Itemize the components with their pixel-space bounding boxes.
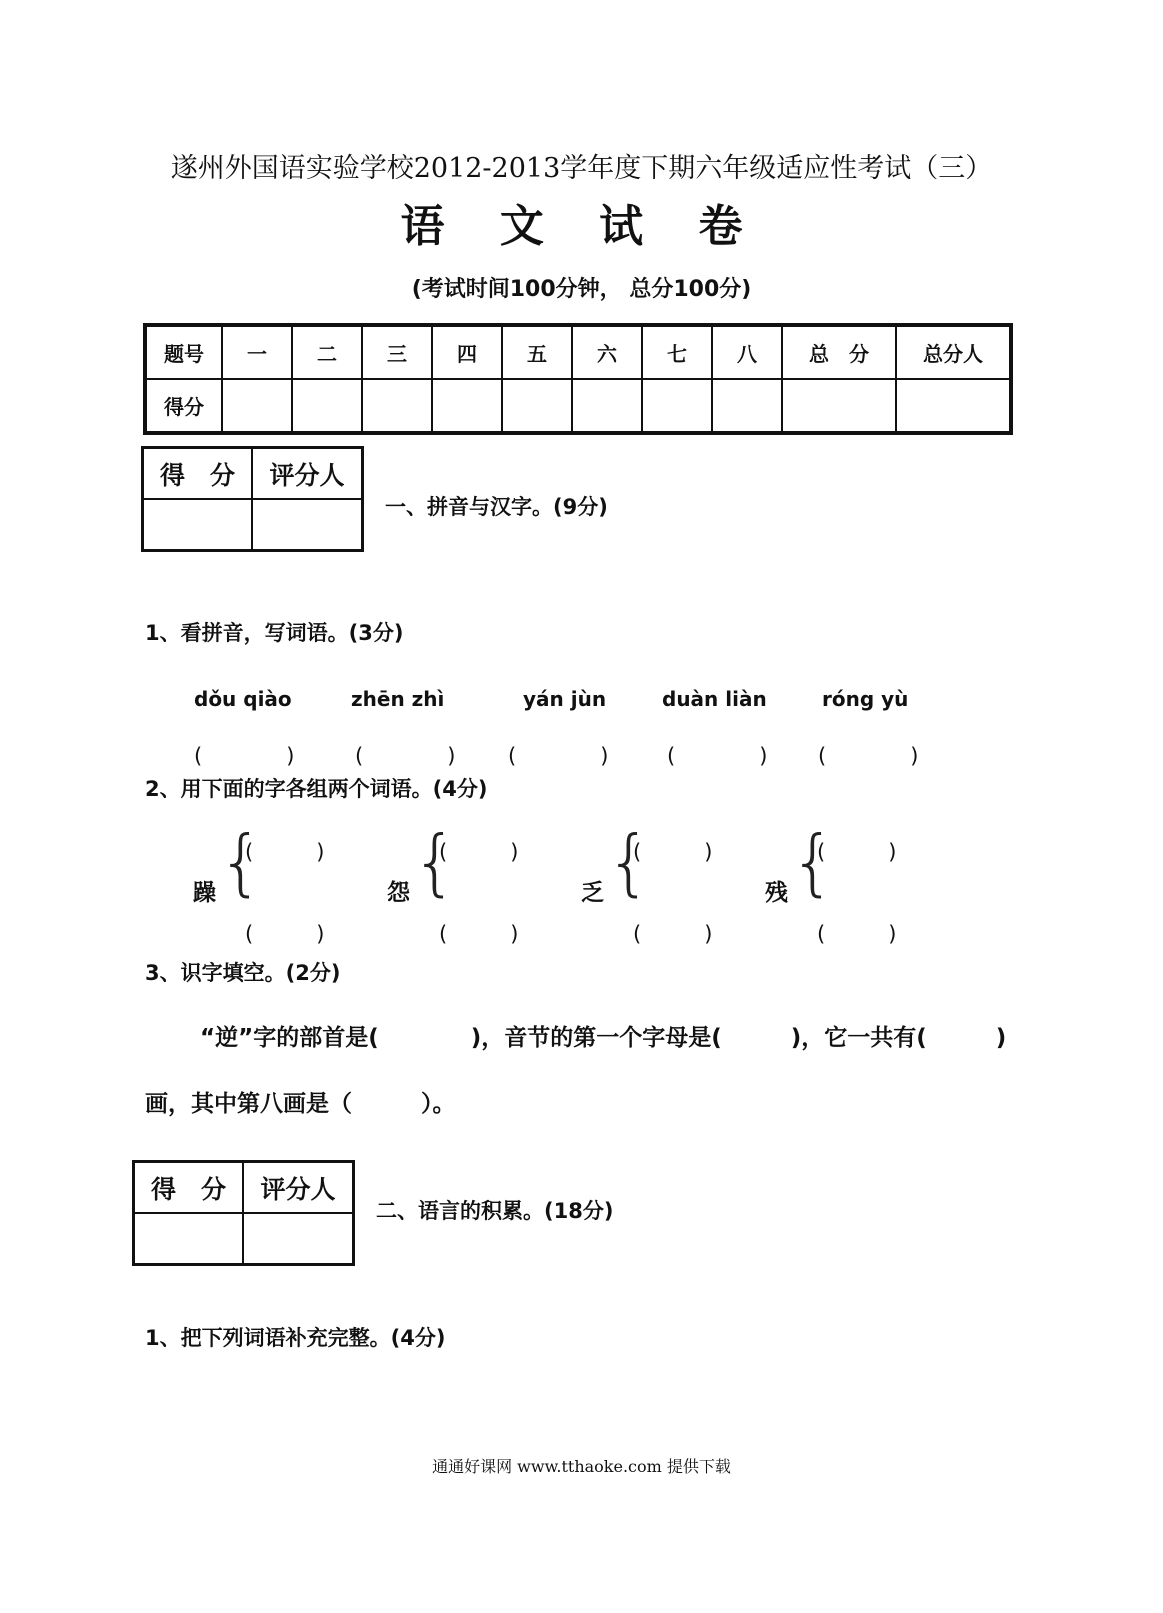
grader-score-label: 得 分 (134, 1162, 244, 1214)
brace-icon: { (790, 820, 836, 904)
pinyin-3: yán jùn (523, 687, 607, 711)
score-input-cell[interactable] (572, 379, 642, 433)
score-input-cell[interactable] (782, 379, 896, 433)
grader-score-input[interactable] (134, 1213, 244, 1265)
char-1: 躁 (193, 880, 216, 906)
q3-line2: 画，其中第八画是（ ）。 (145, 1091, 456, 1117)
school-title: 遂州外国语实验学校2012-2013学年度下期六年级适应性考试（三） (170, 153, 993, 184)
score-table-cell: 得分 (145, 379, 222, 433)
score-table-cell: 二 (292, 325, 362, 379)
footer-credit: 通通好课网 www.tthaoke.com 提供下载 (432, 1457, 731, 1476)
grader-score-input[interactable] (143, 499, 253, 551)
score-table-cell: 三 (362, 325, 432, 379)
score-table-cell: 七 (642, 325, 712, 379)
pinyin-1: dǒu qiào (194, 687, 292, 711)
score-input-cell[interactable] (432, 379, 502, 433)
score-table-cell: 五 (502, 325, 572, 379)
answer-blank[interactable]: ( ) (817, 840, 897, 864)
score-table-header-row (145, 325, 1011, 379)
grader-name-input[interactable] (243, 1213, 354, 1265)
answer-blank[interactable]: ( ) (194, 744, 295, 768)
score-input-cell[interactable] (502, 379, 572, 433)
answer-blank[interactable]: ( ) (508, 744, 609, 768)
answer-blank[interactable]: ( ) (355, 744, 456, 768)
brace-icon: { (412, 820, 458, 904)
score-table-cell: 六 (572, 325, 642, 379)
score-input-cell[interactable] (362, 379, 432, 433)
char-3: 乏 (581, 880, 604, 906)
grader-box-section1 (141, 446, 364, 552)
score-table-cell: 四 (432, 325, 502, 379)
char-4: 残 (765, 880, 788, 906)
score-table-cell: 总分人 (896, 325, 1011, 379)
score-table-cell: 一 (222, 325, 292, 379)
grader-box-section2 (132, 1160, 355, 1266)
answer-blank[interactable]: ( ) (245, 840, 325, 864)
score-table-cell: 题号 (145, 325, 222, 379)
exam-info: (考试时间100分钟， 总分100分) (411, 277, 752, 302)
score-table-cell: 八 (712, 325, 782, 379)
score-input-cell[interactable] (642, 379, 712, 433)
q3-line1: “逆”字的部首是( )，音节的第一个字母是( )，它一共有( ) (200, 1025, 1007, 1051)
exam-title: 语 文 试 卷 (400, 201, 763, 252)
answer-blank[interactable]: ( ) (439, 922, 519, 946)
answer-blank[interactable]: ( ) (633, 922, 713, 946)
grader-name-input[interactable] (252, 499, 363, 551)
score-table (143, 323, 1013, 435)
grader-score-label: 得 分 (143, 448, 253, 500)
grader-label: 评分人 (252, 448, 363, 500)
score-input-cell[interactable] (712, 379, 782, 433)
grader-label: 评分人 (243, 1162, 354, 1214)
answer-blank[interactable]: ( ) (667, 744, 768, 768)
answer-blank[interactable]: ( ) (817, 922, 897, 946)
pinyin-2: zhēn zhì (351, 687, 445, 711)
score-table-score-row (145, 379, 1011, 433)
score-input-cell[interactable] (896, 379, 1011, 433)
section1-heading: 一、拼音与汉字。(9分) (385, 495, 608, 519)
score-table-cell: 总 分 (782, 325, 896, 379)
answer-blank[interactable]: ( ) (818, 744, 919, 768)
answer-blank[interactable]: ( ) (245, 922, 325, 946)
section2-heading: 二、语言的积累。(18分) (376, 1199, 614, 1223)
brace-icon: { (606, 820, 652, 904)
brace-icon: { (218, 820, 264, 904)
pinyin-4: duàn liàn (662, 687, 767, 711)
answer-blank[interactable]: ( ) (633, 840, 713, 864)
score-input-cell[interactable] (292, 379, 362, 433)
answer-blank[interactable]: ( ) (439, 840, 519, 864)
q1-title: 1、看拼音，写词语。(3分) (145, 621, 404, 645)
score-input-cell[interactable] (222, 379, 292, 433)
q2-title: 2、用下面的字各组两个词语。(4分) (145, 777, 488, 801)
pinyin-5: róng yù (822, 687, 909, 711)
char-2: 怨 (387, 880, 410, 906)
section2-q1-title: 1、把下列词语补充完整。(4分) (145, 1326, 446, 1350)
q3-title: 3、识字填空。(2分) (145, 961, 341, 985)
